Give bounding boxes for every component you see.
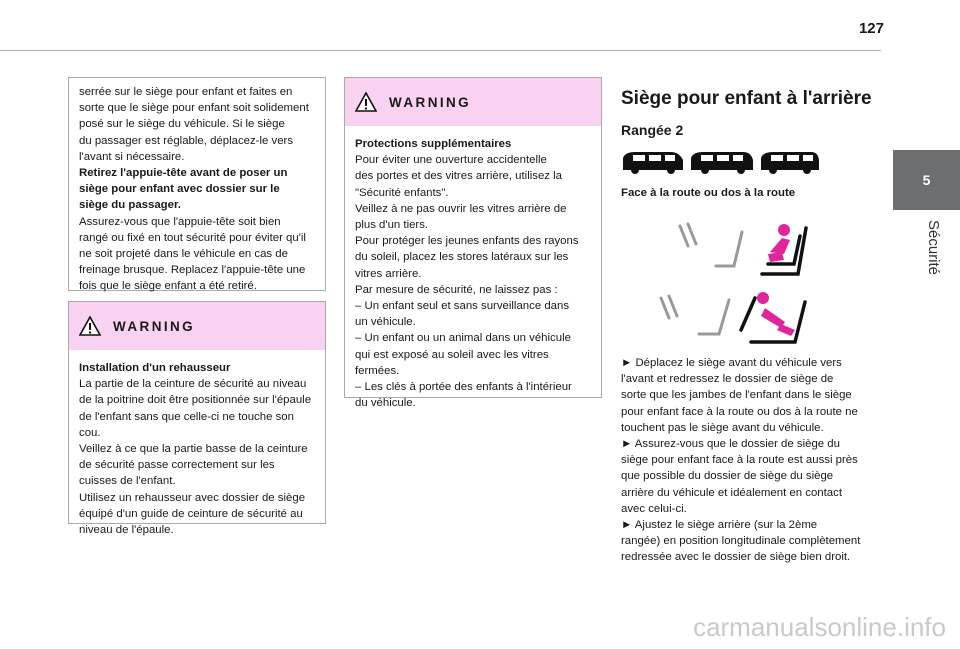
intro-tail-text <box>79 214 316 295</box>
text-line: redressée avec le dossier de siège bien droit. <box>621 551 851 564</box>
warning-heading: Protections supplémentaires <box>355 138 512 150</box>
text-line: posé sur le siège du véhicule. Si le siège <box>79 118 285 131</box>
rear-facing-seat-icon <box>655 290 815 346</box>
text-line: fois que le siège enfant a été retiré. <box>79 280 257 293</box>
warning-title: WARNING <box>113 318 196 334</box>
intro-box <box>68 77 326 291</box>
intro-bold-text <box>79 165 316 214</box>
text-line: un véhicule. <box>355 316 416 329</box>
text-line: l'avant et redressez le dossier de siège de <box>621 373 834 386</box>
chapter-title: Sécurité <box>925 220 942 276</box>
vehicle-silhouettes-icon <box>621 148 821 176</box>
text-line: cuisses de l'enfant. <box>79 475 176 488</box>
text-line: Veillez à ce que la partie basse de la ceinture <box>79 443 308 456</box>
top-divider <box>0 50 881 51</box>
instructions-text <box>621 355 871 566</box>
text-line: ► Déplacez le siège avant du véhicule vers <box>621 357 842 369</box>
text-line: sorte que le siège pour enfant soit solidement <box>79 102 309 115</box>
text-line: que possible du dossier de siège du siège <box>621 470 834 483</box>
text-line: Pour protéger les jeunes enfants des rayons <box>355 235 579 248</box>
watermark: carmanualsonline.info <box>693 612 946 642</box>
chapter-number: 5 <box>922 172 931 188</box>
text-line: avec celui-ci. <box>621 502 687 515</box>
warning-text <box>355 152 592 411</box>
text-line: de sécurité passe correctement sur les <box>79 459 275 472</box>
text-line: du soleil, placez les stores latéraux sur les <box>355 251 569 264</box>
text-line: l'avant si nécessaire. <box>79 150 185 163</box>
text-line: Par mesure de sécurité, ne laissez pas : <box>355 283 558 296</box>
text-line: siège du passager. <box>79 199 181 212</box>
text-line: rangée) en position longitudinale complètement <box>621 535 861 548</box>
warning-title: WARNING <box>389 94 472 110</box>
text-line: de la poitrine doit être positionnée sur l'épaule <box>79 394 312 407</box>
forward-facing-seat-icon <box>672 218 812 280</box>
text-line: plus d'un tiers. <box>355 219 429 232</box>
text-line: touchent pas le siège avant du véhicule. <box>621 421 824 434</box>
text-line: ► Ajustez le siège arrière (sur la 2ème <box>621 519 818 532</box>
text-line: ► Assurez-vous que le dossier de siège du <box>621 438 840 451</box>
text-line: "Sécurité enfants". <box>355 186 449 199</box>
text-line: Utilisez un rehausseur avec dossier de siège <box>79 491 306 504</box>
warning-box-protections <box>344 77 602 410</box>
text-line: La partie de la ceinture de sécurité au niveau <box>79 378 307 391</box>
page-number: 127 <box>858 20 884 37</box>
text-line: sorte que les jambes de l'enfant dans le siège <box>621 389 852 402</box>
row-subtitle: Rangée 2 <box>621 122 684 138</box>
text-line: des portes et des vitres arrière, utilisez la <box>355 170 563 183</box>
warning-header <box>345 78 601 126</box>
text-line: Retirez l'appuie-tête avant de poser un <box>79 167 288 180</box>
text-line: Pour éviter une ouverture accidentelle <box>355 154 547 167</box>
text-line: siège pour enfant avec dossier sur le <box>79 183 280 196</box>
text-line: fermées. <box>355 364 400 377</box>
text-line: ne soit projeté dans le véhicule en cas de <box>79 248 288 261</box>
text-line: – Un enfant ou un animal dans un véhicule <box>355 332 571 345</box>
text-line: vitres arrière. <box>355 267 422 280</box>
text-line: cou. <box>79 426 101 439</box>
text-line: équipé d'un guide de ceinture de sécurité au <box>79 507 303 520</box>
section-title: Siège pour enfant à l'arrière <box>621 88 872 109</box>
text-line: freinage brusque. Replacez l'appuie-tête une <box>79 264 306 277</box>
text-line: Veillez à ne pas ouvrir les vitres arrière de <box>355 202 567 215</box>
text-line: qui est exposé au soleil avec les vitres <box>355 348 549 361</box>
warning-heading: Installation d'un rehausseur <box>79 362 231 374</box>
text-line: serrée sur le siège pour enfant et faites en <box>79 86 293 98</box>
text-line: siège pour enfant face à la route est aussi près <box>621 454 858 467</box>
warning-text <box>79 376 316 538</box>
text-line: du passager est réglable, déplacez-le vers <box>79 134 294 147</box>
warning-triangle-icon <box>355 92 377 112</box>
chapter-tab[interactable] <box>893 150 960 210</box>
text-line: niveau de l'épaule. <box>79 524 174 537</box>
text-line: – Les clés à portée des enfants à l'intérieur <box>355 381 572 394</box>
text-line: de l'enfant sans que celle-ci ne touche son <box>79 410 294 423</box>
text-line: rangé ou fixé en tout sécurité pour éviter qu'il <box>79 231 306 244</box>
warning-box-booster <box>68 301 326 537</box>
text-line: pour enfant face à la route ou dos à la route ne <box>621 405 858 418</box>
text-line: du véhicule. <box>355 397 416 410</box>
seat-section-heading: Face à la route ou dos à la route <box>621 187 796 199</box>
warning-body <box>69 350 325 547</box>
warning-header <box>69 302 325 350</box>
text-line: – Un enfant seul et sans surveillance dans <box>355 300 570 313</box>
intro-text <box>79 84 316 165</box>
warning-body <box>345 126 601 420</box>
warning-triangle-icon <box>79 316 101 336</box>
text-line: arrière du véhicule et idéalement en contact <box>621 486 842 499</box>
text-line: Assurez-vous que l'appuie-tête soit bien <box>79 215 281 228</box>
